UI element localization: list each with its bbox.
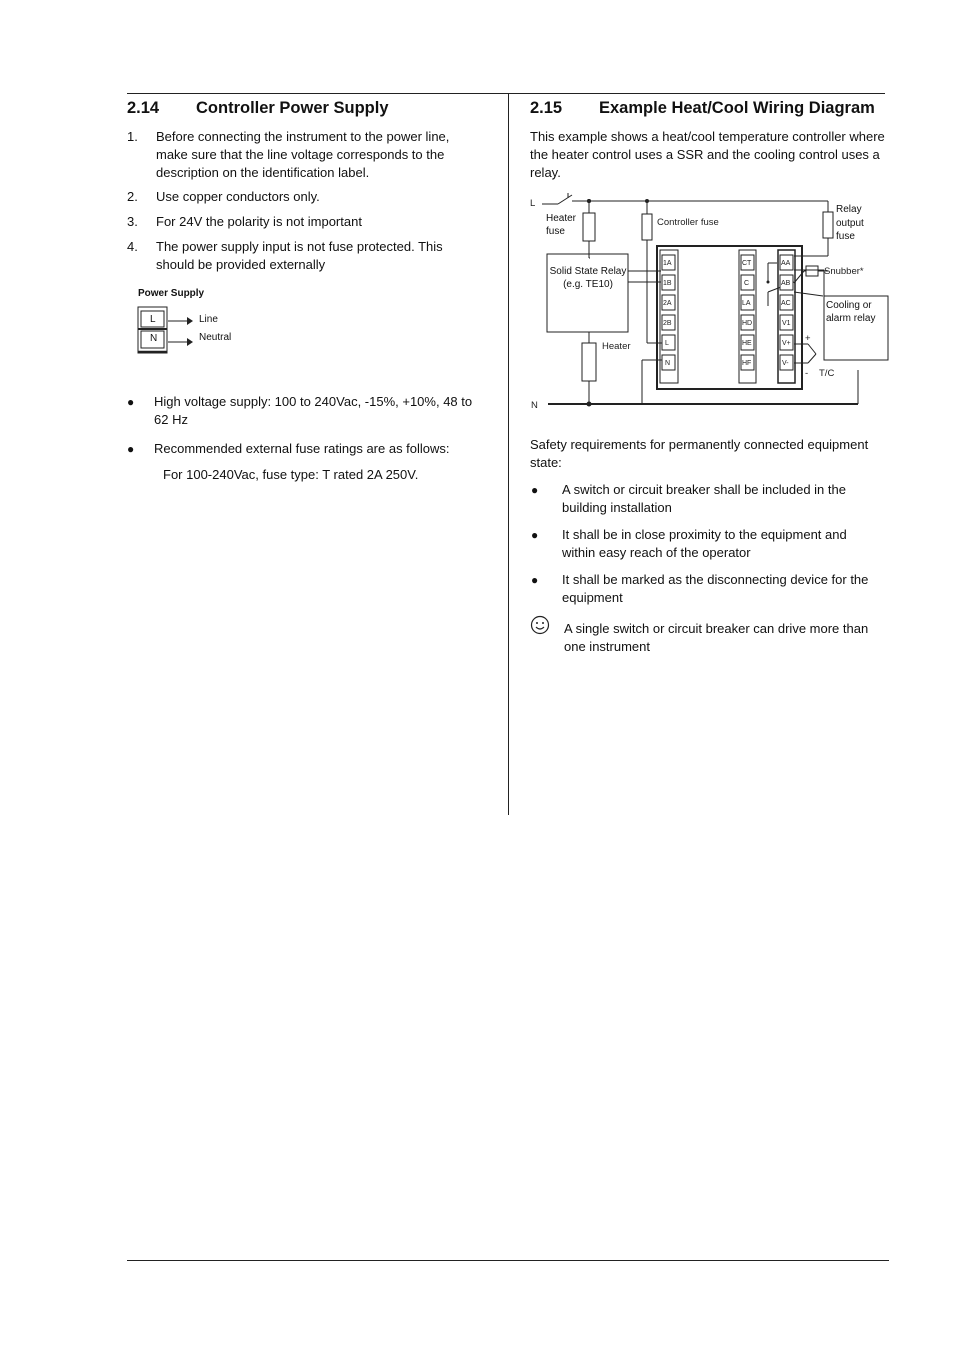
minus-label: - xyxy=(805,368,809,379)
section-title-power-supply: Controller Power Supply xyxy=(196,99,389,117)
top-rule xyxy=(127,93,885,94)
heater-label: Heater xyxy=(602,341,631,352)
section-number-2-14: 2.14 xyxy=(127,99,160,117)
snubber-label: Snubber* xyxy=(824,266,864,277)
line-label: Line xyxy=(199,314,218,325)
bullet-item: Recommended external fuse ratings are as follows: xyxy=(154,441,450,456)
smiley-icon xyxy=(530,615,550,635)
list-item: Use copper conductors only. xyxy=(156,189,320,204)
ssr-label xyxy=(548,265,628,291)
terminal-ct: CT xyxy=(742,260,752,267)
bullet-icon: ● xyxy=(531,528,539,542)
bullet-icon: ● xyxy=(531,483,539,497)
terminal-vplus: V+ xyxy=(782,340,791,347)
tc-label: T/C xyxy=(819,368,835,379)
column-divider xyxy=(508,93,509,815)
safety-bullet-item: It shall be marked as the disconnecting device for the equipment xyxy=(562,572,869,605)
terminal-n: N xyxy=(665,360,671,367)
label-l: L xyxy=(530,198,536,209)
list-item: Before connecting the instrument to the power line, make sure that the line voltage corresponds to the description on the identification label. xyxy=(156,129,450,180)
terminal-2a: 2A xyxy=(663,300,672,307)
safety-bullet-item: It shall be in close proximity to the equipment and within easy reach of the operator xyxy=(562,527,847,560)
terminal-v1: V1 xyxy=(782,320,791,327)
terminal-ac: AC xyxy=(781,300,791,307)
terminal-l-label: L xyxy=(150,314,156,325)
list-item: For 24V the polarity is not important xyxy=(156,214,362,229)
terminal-aa: AA xyxy=(781,260,791,267)
section-number-2-15: 2.15 xyxy=(530,99,563,117)
list-number: 1. xyxy=(127,129,138,144)
bullet-text: High voltage supply: 100 to 240Vac, -15%, +10%, 48 to 62 Hz xyxy=(154,394,473,427)
terminal-1b: 1B xyxy=(663,280,672,287)
neutral-label: Neutral xyxy=(199,332,232,343)
safety-bullet-item: A switch or circuit breaker shall be included in the building installation xyxy=(562,482,846,515)
terminal-he: HE xyxy=(742,340,752,347)
relay-output-fuse-label: Relay output fuse xyxy=(836,204,864,242)
terminal-1a: 1A xyxy=(663,260,672,267)
terminal-la: LA xyxy=(742,300,751,307)
plus-label: + xyxy=(805,333,811,344)
ssr-label-line2: (e.g. TE10) xyxy=(563,279,613,290)
ssr-label-line1: Solid State Relay xyxy=(549,266,627,277)
bottom-rule xyxy=(127,1260,889,1261)
terminal-l: L xyxy=(665,340,669,347)
fuse-note: For 100-240Vac, fuse type: T rated 2A 250V. xyxy=(163,467,419,482)
list-item: The power supply input is not fuse protected. This should be provided externally xyxy=(156,239,443,272)
label-n: N xyxy=(531,400,538,411)
terminal-hd: HD xyxy=(742,320,753,327)
power-supply-diagram xyxy=(135,305,255,357)
safety-intro: Safety requirements for permanently connected equipment state: xyxy=(530,437,869,470)
terminal-c: C xyxy=(744,280,750,287)
section-title-wiring-diagram: Example Heat/Cool Wiring Diagram xyxy=(599,99,875,117)
bullet-icon: ● xyxy=(531,573,539,587)
intro-paragraph: This example shows a heat/cool temperature controller where the heater control uses a SSR and the cooling control uses a relay. xyxy=(530,129,885,180)
list-number: 3. xyxy=(127,214,138,229)
terminal-hf: HF xyxy=(742,360,752,367)
cooling-relay-label xyxy=(826,299,875,325)
terminal-2b: 2B xyxy=(663,320,672,327)
terminal-ab: AB xyxy=(781,280,791,287)
heater-fuse-label: Heater fuse xyxy=(546,213,577,237)
cooling-relay-line2: alarm relay xyxy=(826,313,876,324)
bullet-icon: ● xyxy=(127,442,135,456)
bullet-icon: ● xyxy=(127,395,135,409)
bullet-item xyxy=(154,393,484,429)
terminal-vminus: V- xyxy=(782,360,789,367)
power-supply-title: Power Supply xyxy=(138,288,205,299)
terminal-n-label: N xyxy=(150,333,158,344)
controller-fuse-label: Controller fuse xyxy=(657,217,719,228)
cooling-relay-line1: Cooling or xyxy=(826,300,872,311)
note-text: A single switch or circuit breaker can drive more than one instrument xyxy=(564,621,869,654)
list-number: 2. xyxy=(127,189,138,204)
list-number: 4. xyxy=(127,239,138,254)
